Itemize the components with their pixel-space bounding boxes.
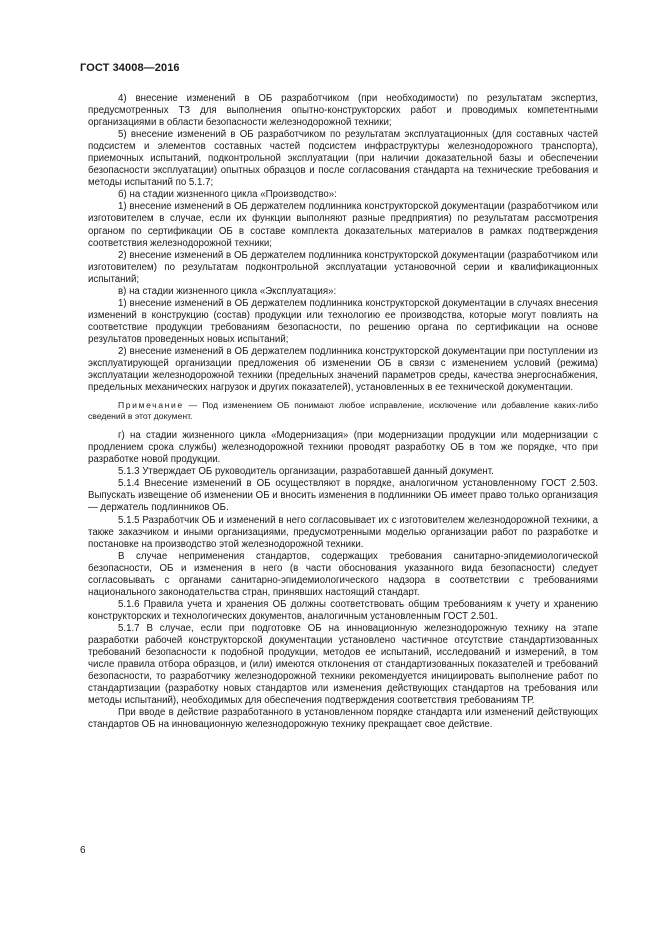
paragraph: г) на стадии жизненного цикла «Модернизация» (при модернизации продукции или модернизации с продлением срока службы) железнодорожной техники проводят разработку ОБ в том же порядке, что при разработке новой продукции. bbox=[88, 430, 598, 466]
document-header: ГОСТ 34008—2016 bbox=[80, 62, 180, 74]
paragraph: 5.1.7 В случае, если при подготовке ОБ на инновационную железнодорожную технику на этапе разработки рабочей конструкторской документации установлено частичное отсутствие стандартизованных требований безопасности к подобной продукции, методов ее испытаний, исследований и измерений, в том числе правила отбора образцов, и (или) имеются отклонения от стандартизованных показателей и требований безопасности, то разработчику железнодорожной техники рекомендуется инициировать выполнение работ по стандартизации (разработку новых стандартов или изменения действующих стандартов на требования или методы испытаний), необходимых для обеспечения подтверждения соответствия требованиям ТР. bbox=[88, 622, 598, 707]
paragraph: б) на стадии жизненного цикла «Производство»: bbox=[118, 189, 337, 201]
paragraph: 5.1.6 Правила учета и хранения ОБ должны соответствовать общим требованиям к учету и хранению конструкторских и технологических документов, аналогичным установленным ГОСТ 2.501. bbox=[88, 598, 598, 622]
paragraph: 1) внесение изменений в ОБ держателем подлинника конструкторской документации в случаях внесения изменений в конструкцию (состав) продукции или технологию ее производства, которые могут повлиять на соответствие продукции требованиям безопасности, по решению органа по сертификации на основе результатов проведенных новых испытаний; bbox=[88, 297, 598, 345]
paragraph: 5.1.3 Утверждает ОБ руководитель организации, разработавшей данный документ. bbox=[118, 466, 494, 478]
paragraph: 1) внесение изменений в ОБ держателем подлинника конструкторской документации (разработчиком или изготовителем в случае, если их функции выполняют разные предприятия) по результатам рассмотрения органом по сертификации ОБ в составе комплекта доказательных материалов в рамках подтверждения соответствия железнодорожной техники; bbox=[88, 201, 598, 249]
note-text: — Под изменением ОБ понимают любое исправление, исключение или добавление каких-либо сведений в этот документ. bbox=[88, 400, 598, 422]
paragraph: 5) внесение изменений в ОБ разработчиком по результатам эксплуатационных (для составных частей подсистем и элементов составных частей подсистем инфраструктуры железнодорожного транспорта), приемочных испытаний, подконтрольной эксплуатации (при наличии доказательной базы и обеспечении безопасности эксплуатации) опытных образцов и после согласования стандарта на технические требования и методы испытаний по 5.1.7; bbox=[88, 129, 598, 189]
paragraph: 5.1.5 Разработчик ОБ и изменений в него согласовывает их с изготовителем железнодорожной техники, а также заказчиком и иными организациями, предусмотренными моделью организации работ по разработке и постановке на производство этой железнодорожной техники. bbox=[88, 514, 598, 550]
paragraph: В случае неприменения стандартов, содержащих требования санитарно-эпидемиологической безопасности, ОБ и изменения в него (в части обоснования указанного вида безопасности) следует согласовывать с органами санитарно-эпидемиологического надзора в соответствии с требованиями национального законодательства стран, принявших настоящий стандарт. bbox=[88, 550, 598, 598]
page-number: 6 bbox=[80, 845, 86, 856]
paragraph: 4) внесение изменений в ОБ разработчиком (при необходимости) по результатам экспертиз, предусмотренных ТЗ для выполнения опытно-конструкторских работ и проводимых компетентными организациями в области безопасности железнодорожной техники; bbox=[88, 93, 598, 129]
paragraph: 2) внесение изменений в ОБ держателем подлинника конструкторской документации (разработчиком или изготовителем) по результатам подконтрольной эксплуатации установочной серии и квалификационных испытаний; bbox=[88, 249, 598, 285]
paragraph: в) на стадии жизненного цикла «Эксплуатация»: bbox=[118, 285, 337, 297]
document-body bbox=[88, 93, 598, 731]
note-label: Примечание bbox=[118, 400, 184, 411]
paragraph: 2) внесение изменений в ОБ держателем подлинника конструкторской документации при поступлении из эксплуатирующей организации предложения об изменении ОБ в связи с изменением условий (режима) эксплуатации железнодорожной техники (предельных значений параметров среды, качества энергоснабжения, предельных механических нагрузок и других показателей), установленных в ее технической документации. bbox=[88, 345, 598, 394]
note bbox=[88, 400, 598, 422]
paragraph: 5.1.4 Внесение изменений в ОБ осуществляют в порядке, аналогичном установленному ГОСТ 2.503. Выпускать извещение об изменении ОБ и вносить изменения в подлинники ОБ имеет право только организация — держатель подлинников ОБ. bbox=[88, 478, 598, 514]
paragraph: При вводе в действие разработанного в установленном порядке стандарта или изменений действующих стандартов ОБ на инновационную железнодорожную технику прекращает свое действие. bbox=[88, 707, 598, 731]
